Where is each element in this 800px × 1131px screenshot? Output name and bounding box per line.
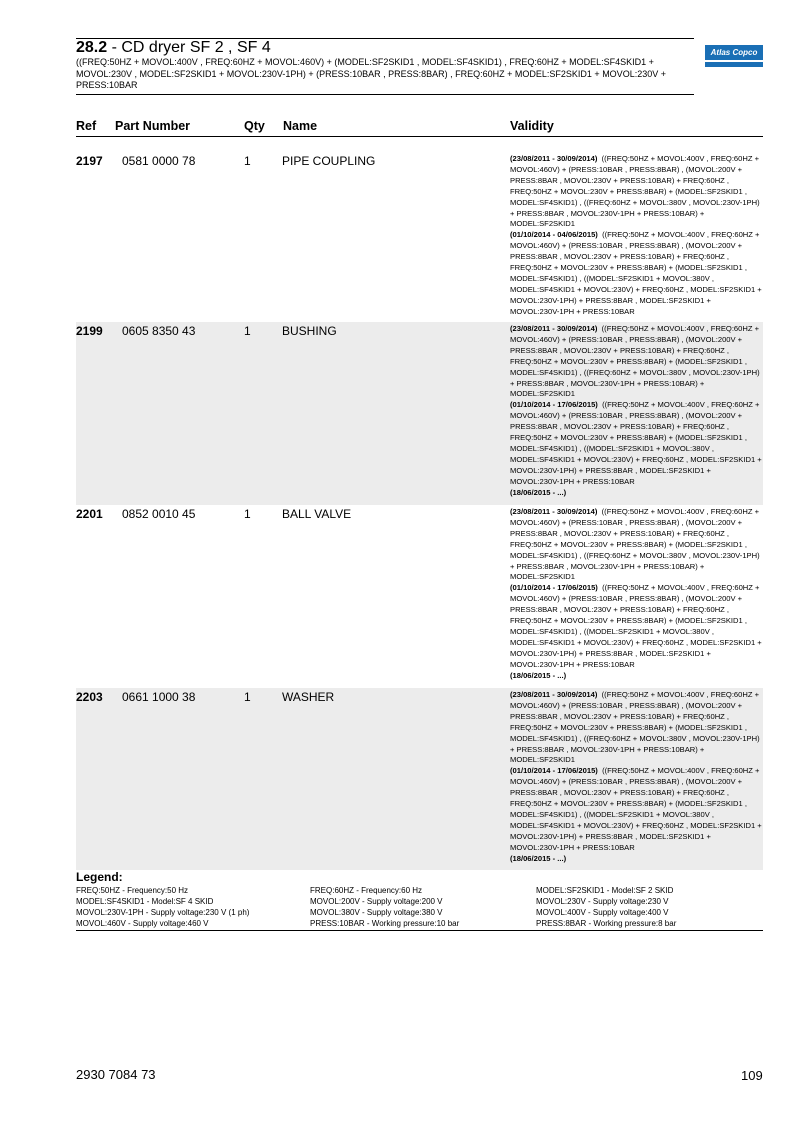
validity-text-1: ((FREQ:50HZ + MOVOL:400V , FREQ:60HZ + MOVOL:460V) + (PRESS:10BAR , PRESS:8BAR) , (MOVOL:200V + PRESS:8BAR , MOVOL:230V + PRESS:10BAR) + FREQ:60HZ , FREQ:50HZ + MOVOL:230V + PRESS:8BAR) + (MODEL:SF2SKID1 , MODEL:SF4SKID1) , ((FREQ:60HZ + MOVOL:380V , MOVOL:230V-1PH) + PRESS:8BAR , MOVOL:230V-1PH + PRESS:10BAR) + MODEL:SF2SKID1	[510, 324, 760, 399]
header-bottom-rule	[76, 94, 694, 95]
legend-item: FREQ:60HZ - Frequency:60 Hz	[310, 886, 423, 895]
row-qty: 1	[244, 324, 251, 338]
row-part-number: 0852 0010 45	[122, 507, 196, 521]
row-part-number: 0581 0000 78	[122, 154, 196, 168]
row-qty: 1	[244, 690, 251, 704]
legend-item: MODEL:SF2SKID1 - Model:SF 2 SKID	[536, 886, 674, 895]
validity-date-2: (01/10/2014 - 04/06/2015)	[510, 230, 598, 240]
validity-text-1: ((FREQ:50HZ + MOVOL:400V , FREQ:60HZ + MOVOL:460V) + (PRESS:10BAR , PRESS:8BAR) , (MOVOL:200V + PRESS:8BAR , MOVOL:230V + PRESS:10BAR) + FREQ:60HZ , FREQ:50HZ + MOVOL:230V + PRESS:8BAR) + (MODEL:SF2SKID1 , MODEL:SF4SKID1) , ((FREQ:60HZ + MOVOL:380V , MOVOL:230V-1PH) + PRESS:8BAR , MOVOL:230V-1PH + PRESS:10BAR) + MODEL:SF2SKID1	[510, 154, 760, 229]
col-header-validity: Validity	[510, 119, 554, 133]
logo-bar	[705, 62, 763, 67]
validity-text-2: ((FREQ:50HZ + MOVOL:400V , FREQ:60HZ + MOVOL:460V) + (PRESS:10BAR , PRESS:8BAR) , (MOVOL:200V + PRESS:8BAR , MOVOL:230V + PRESS:10BAR) + FREQ:60HZ , FREQ:50HZ + MOVOL:230V + PRESS:8BAR) + (MODEL:SF2SKID1 , MODEL:SF4SKID1) , ((MODEL:SF2SKID1 + MOVOL:380V , MODEL:SF4SKID1 + MOVOL:230V) + FREQ:60HZ , MODEL:SF2SKID1 + MOVOL:230V-1PH) + PRESS:8BAR , MODEL:SF2SKID1 + MOVOL:230V-1PH + PRESS:10BAR	[510, 400, 762, 486]
section-name: - CD dryer SF 2 , SF 4	[107, 39, 271, 56]
validity-date-3: (18/06/2015 - ...)	[510, 853, 567, 863]
legend-item: FREQ:50HZ - Frequency:50 Hz	[76, 886, 189, 895]
table-row	[76, 152, 763, 322]
legend-item: MOVOL:230V - Supply voltage:230 V	[536, 897, 669, 906]
row-qty: 1	[244, 154, 251, 168]
validity-text-2: ((FREQ:50HZ + MOVOL:400V , FREQ:60HZ + MOVOL:460V) + (PRESS:10BAR , PRESS:8BAR) , (MOVOL:200V + PRESS:8BAR , MOVOL:230V + PRESS:10BAR) + FREQ:60HZ , FREQ:50HZ + MOVOL:230V + PRESS:8BAR) + (MODEL:SF2SKID1 , MODEL:SF4SKID1) , ((MODEL:SF2SKID1 + MOVOL:380V , MODEL:SF4SKID1 + MOVOL:230V) + FREQ:60HZ , MODEL:SF2SKID1 + MOVOL:230V-1PH) + PRESS:8BAR , MODEL:SF2SKID1 + MOVOL:230V-1PH + PRESS:10BAR	[510, 230, 762, 316]
row-validity	[510, 690, 762, 865]
document-number: 2930 7084 73	[76, 1067, 156, 1082]
row-name: PIPE COUPLING	[282, 154, 376, 168]
table-row	[76, 322, 763, 505]
legend-item: MODEL:SF4SKID1 - Model:SF 4 SKID	[76, 897, 214, 906]
row-name: BUSHING	[282, 324, 337, 338]
table-row	[76, 688, 763, 870]
col-header-ref: Ref	[76, 119, 97, 133]
legend-item: MOVOL:200V - Supply voltage:200 V	[310, 897, 443, 906]
col-header-qty: Qty	[244, 119, 265, 133]
validity-date-1: (23/08/2011 - 30/09/2014)	[510, 154, 598, 163]
row-validity	[510, 507, 762, 682]
legend-bottom-rule	[76, 930, 763, 931]
legend-item: MOVOL:380V - Supply voltage:380 V	[310, 908, 443, 917]
legend-item: MOVOL:460V - Supply voltage:460 V	[76, 919, 209, 928]
section-number: 28.2	[76, 39, 108, 56]
col-header-name: Name	[283, 119, 318, 133]
validity-text-1: ((FREQ:50HZ + MOVOL:400V , FREQ:60HZ + MOVOL:460V) + (PRESS:10BAR , PRESS:8BAR) , (MOVOL:200V + PRESS:8BAR , MOVOL:230V + PRESS:10BAR) + FREQ:60HZ , FREQ:50HZ + MOVOL:230V + PRESS:8BAR) + (MODEL:SF2SKID1 , MODEL:SF4SKID1) , ((FREQ:60HZ + MOVOL:380V , MOVOL:230V-1PH) + PRESS:8BAR , MOVOL:230V-1PH + PRESS:10BAR) + MODEL:SF2SKID1	[510, 507, 760, 582]
row-qty: 1	[244, 507, 251, 521]
validity-date-1: (23/08/2011 - 30/09/2014)	[510, 507, 598, 516]
validity-date-3: (18/06/2015 - ...)	[510, 487, 567, 497]
validity-text-2: ((FREQ:50HZ + MOVOL:400V , FREQ:60HZ + MOVOL:460V) + (PRESS:10BAR , PRESS:8BAR) , (MOVOL:200V + PRESS:8BAR , MOVOL:230V + PRESS:10BAR) + FREQ:60HZ , FREQ:50HZ + MOVOL:230V + PRESS:8BAR) + (MODEL:SF2SKID1 , MODEL:SF4SKID1) , ((MODEL:SF2SKID1 + MOVOL:380V , MODEL:SF4SKID1 + MOVOL:230V) + FREQ:60HZ , MODEL:SF2SKID1 + MOVOL:230V-1PH) + PRESS:8BAR , MODEL:SF2SKID1 + MOVOL:230V-1PH + PRESS:10BAR	[510, 766, 762, 852]
validity-date-3: (18/06/2015 - ...)	[510, 670, 567, 680]
validity-date-1: (23/08/2011 - 30/09/2014)	[510, 324, 598, 333]
legend-item: MOVOL:230V-1PH - Supply voltage:230 V (1 ph)	[76, 908, 250, 917]
row-validity	[510, 324, 762, 499]
row-ref: 2197	[76, 154, 103, 168]
table-row	[76, 505, 763, 688]
validity-text-2: ((FREQ:50HZ + MOVOL:400V , FREQ:60HZ + MOVOL:460V) + (PRESS:10BAR , PRESS:8BAR) , (MOVOL:200V + PRESS:8BAR , MOVOL:230V + PRESS:10BAR) + FREQ:60HZ , FREQ:50HZ + MOVOL:230V + PRESS:8BAR) + (MODEL:SF2SKID1 , MODEL:SF4SKID1) , ((MODEL:SF2SKID1 + MOVOL:380V , MODEL:SF4SKID1 + MOVOL:230V) + FREQ:60HZ , MODEL:SF2SKID1 + MOVOL:230V-1PH) + PRESS:8BAR , MODEL:SF2SKID1 + MOVOL:230V-1PH + PRESS:10BAR	[510, 583, 762, 669]
validity-date-2: (01/10/2014 - 17/06/2015)	[510, 583, 598, 593]
row-ref: 2203	[76, 690, 103, 704]
section-title	[76, 39, 271, 57]
legend-item: PRESS:10BAR - Working pressure:10 bar	[310, 919, 460, 928]
row-part-number: 0605 8350 43	[122, 324, 196, 338]
row-name: BALL VALVE	[282, 507, 352, 521]
column-header-rule	[76, 136, 763, 137]
legend-item: PRESS:8BAR - Working pressure:8 bar	[536, 919, 677, 928]
validity-text-1: ((FREQ:50HZ + MOVOL:400V , FREQ:60HZ + MOVOL:460V) + (PRESS:10BAR , PRESS:8BAR) , (MOVOL:200V + PRESS:8BAR , MOVOL:230V + PRESS:10BAR) + FREQ:60HZ , FREQ:50HZ + MOVOL:230V + PRESS:8BAR) + (MODEL:SF2SKID1 , MODEL:SF4SKID1) , ((FREQ:60HZ + MOVOL:380V , MOVOL:230V-1PH) + PRESS:8BAR , MOVOL:230V-1PH + PRESS:10BAR) + MODEL:SF2SKID1	[510, 690, 760, 765]
legend-item: MOVOL:400V - Supply voltage:400 V	[536, 908, 669, 917]
row-ref: 2199	[76, 324, 103, 338]
legend-title: Legend:	[76, 870, 123, 884]
section-subtitle: ((FREQ:50HZ + MOVOL:400V , FREQ:60HZ + MOVOL:460V) + (MODEL:SF2SKID1 , MODEL:SF4SKID1) , FREQ:60HZ + MODEL:SF4SKID1 + MOVOL:230V , MODEL:SF2SKID1 + MOVOL:230V-1PH) + (PRESS:10BAR , PRESS:8BAR) , FREQ:60HZ + MODEL:SF2SKID1 + MOVOL:230V + PRESS:10BAR	[76, 57, 666, 90]
atlas-copco-logo: Atlas Copco	[705, 45, 763, 60]
row-part-number: 0661 1000 38	[122, 690, 196, 704]
row-name: WASHER	[282, 690, 335, 704]
page-number: 109	[741, 1068, 763, 1083]
row-ref: 2201	[76, 507, 103, 521]
validity-date-1: (23/08/2011 - 30/09/2014)	[510, 690, 598, 699]
col-header-part-number: Part Number	[115, 119, 191, 133]
validity-date-2: (01/10/2014 - 17/06/2015)	[510, 400, 598, 410]
row-validity	[510, 154, 762, 318]
validity-date-2: (01/10/2014 - 17/06/2015)	[510, 766, 598, 776]
